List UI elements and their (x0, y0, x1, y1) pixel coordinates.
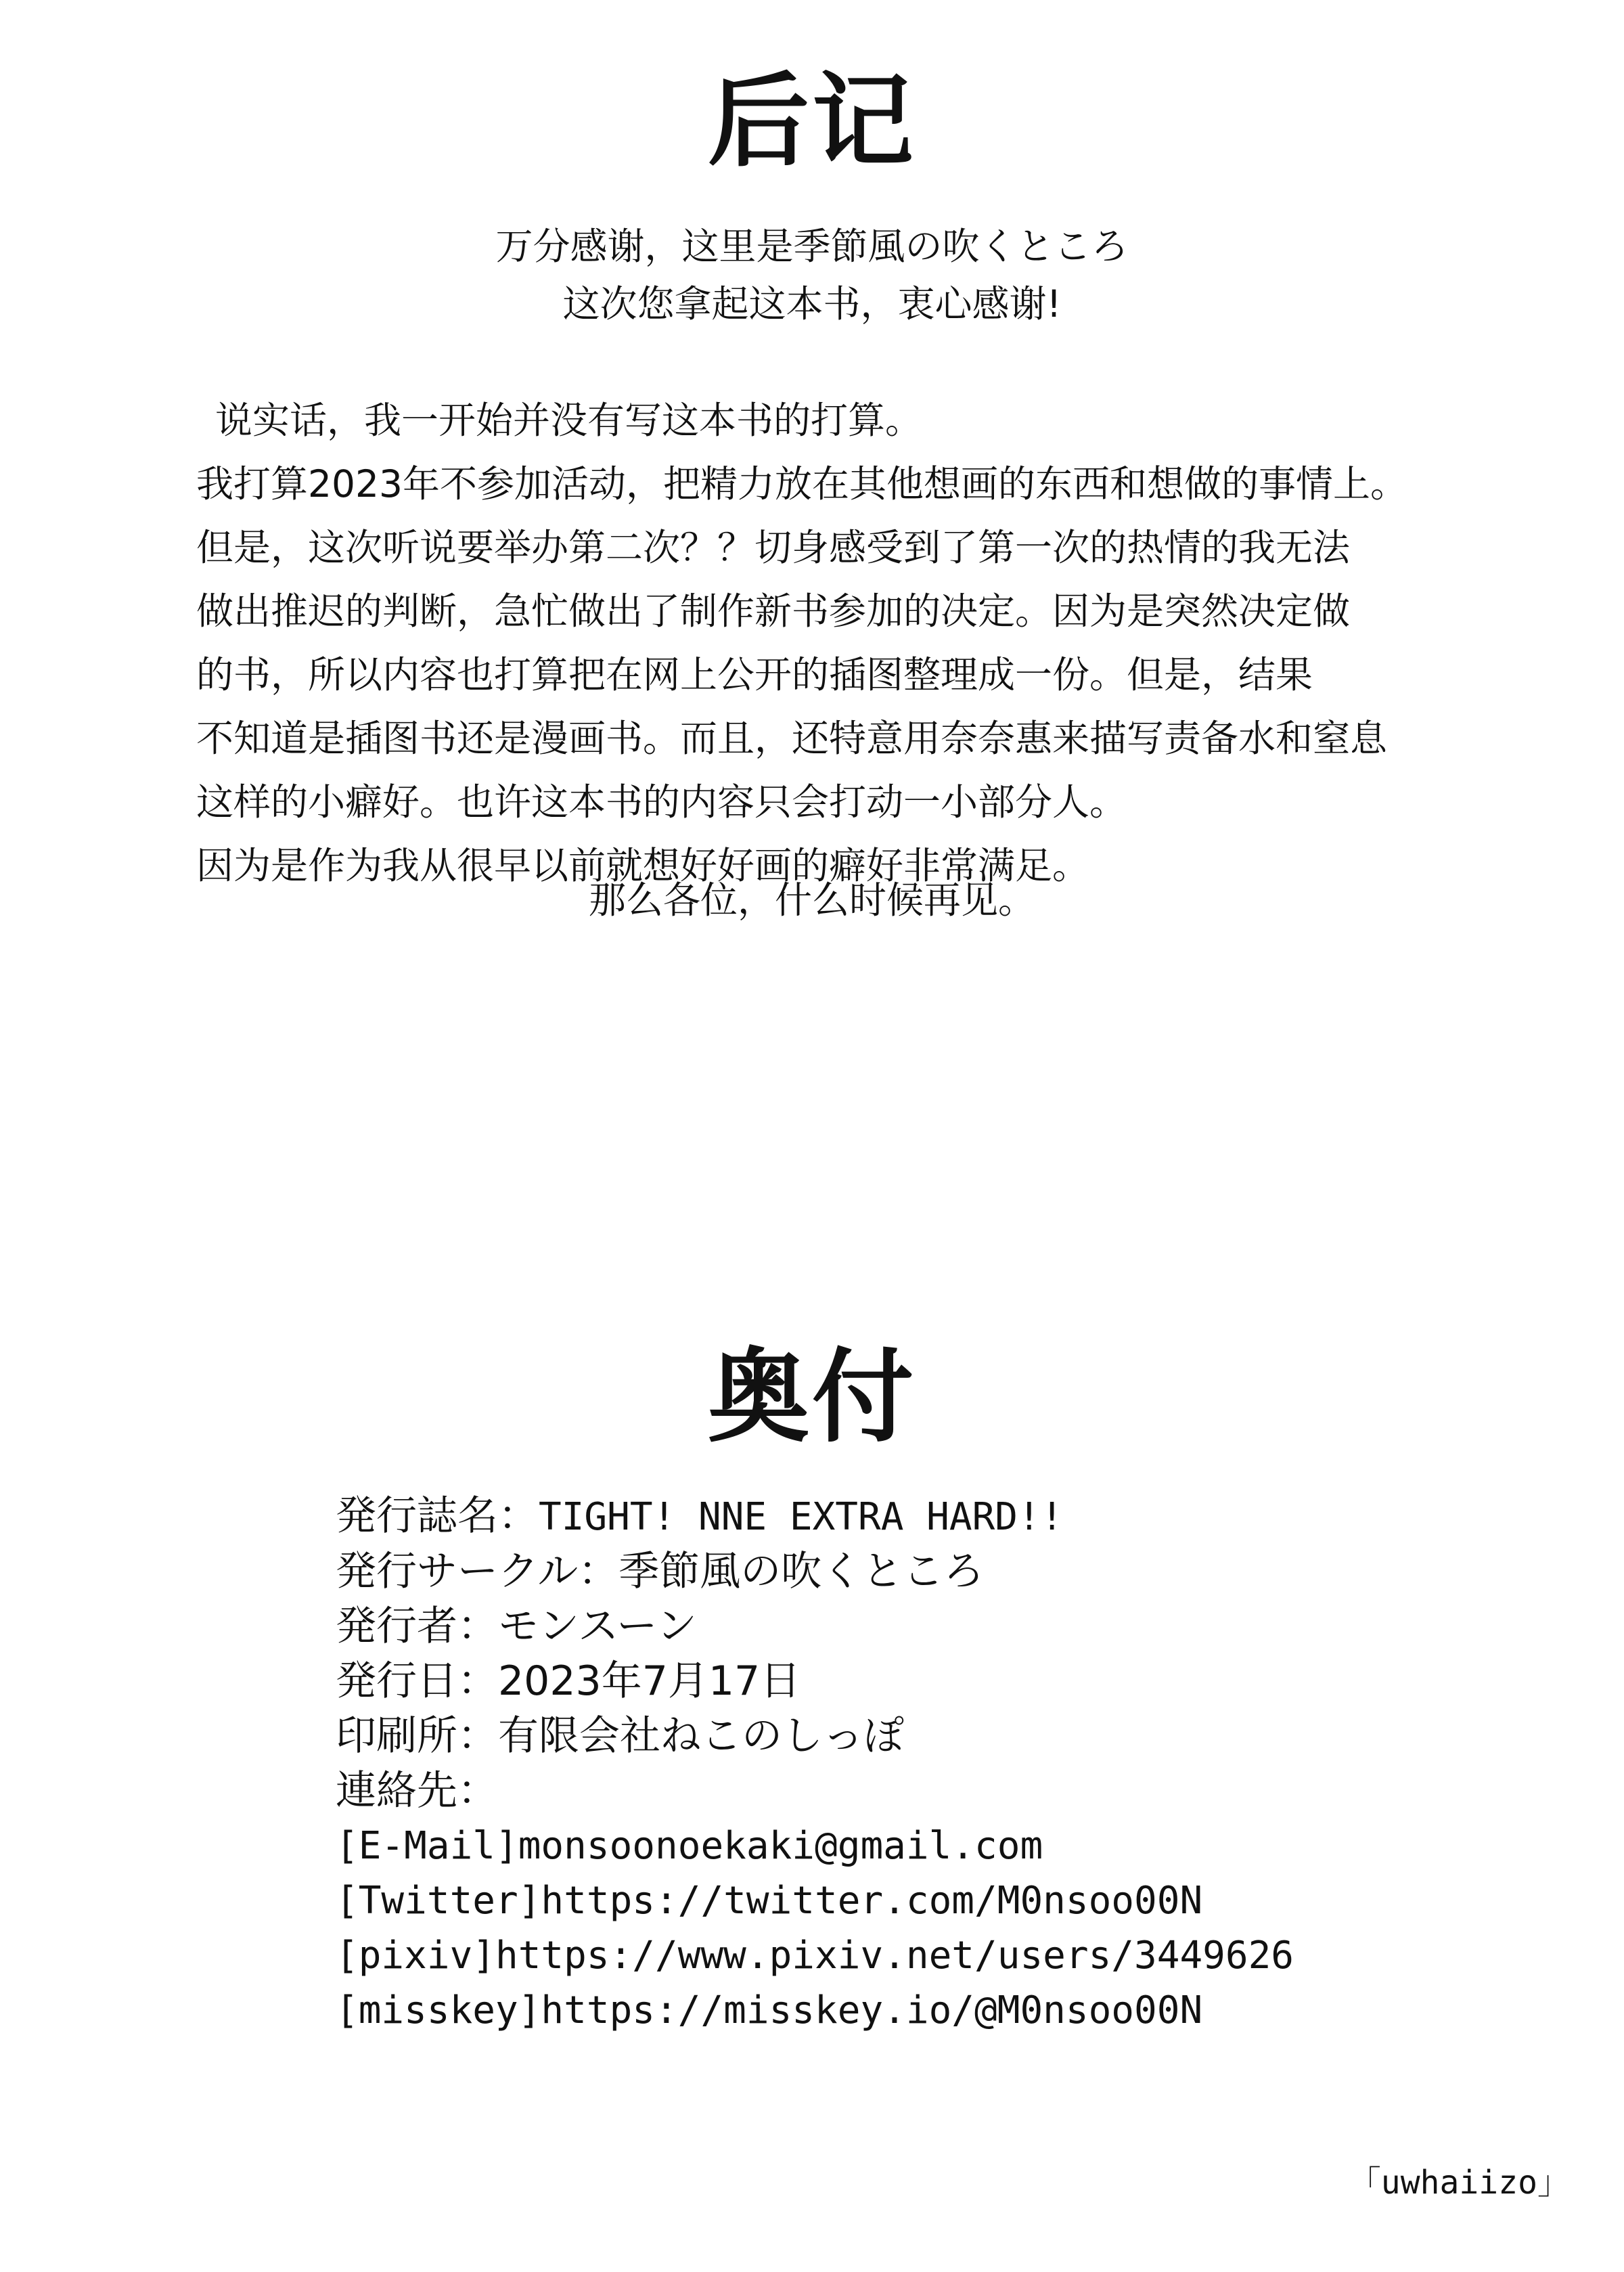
intro-line: 这次您拿起这本书，衷心感谢! (562, 282, 1062, 326)
row-value: 有限会社ねこのしっぽ (498, 1712, 904, 1760)
afterword-closing: 那么各位，什么时候再见。 (588, 878, 1035, 922)
colophon-row-printer (336, 1709, 1554, 1764)
contact-twitter[interactable]: [Twitter]https://twitter.com/M0nsoo00N (336, 1879, 1203, 1923)
body-line: 不知道是插图书还是漫画书。而且，还特意用奈奈惠来描写责备水和窒息 (196, 717, 1388, 760)
row-label: 連絡先： (336, 1767, 498, 1814)
colophon-title: 奥付 (707, 1339, 916, 1456)
contact-email[interactable]: [E-Mail]monsoonoekaki@gmail.com (336, 1824, 1043, 1868)
row-value: 2023年7月17日 (498, 1657, 801, 1705)
colophon-row-date (336, 1654, 1554, 1709)
row-value: TIGHT! NNE EXTRA HARD!! (539, 1495, 1064, 1539)
row-label: 発行日： (336, 1657, 498, 1705)
colophon-row-contact (336, 1764, 1554, 1819)
colophon-details (336, 1489, 1554, 2038)
colophon-row-publisher (336, 1599, 1554, 1654)
afterword-intro (0, 218, 1624, 333)
body-line: 的书，所以内容也打算把在网上公开的插图整理成一份。但是，结果 (196, 653, 1313, 696)
body-line: 说实话，我一开始并没有写这本书的打算。 (215, 399, 923, 442)
contact-pixiv[interactable]: [pixiv]https://www.pixiv.net/users/3449626 (336, 1934, 1294, 1978)
row-value: 季節風の吹くところ (618, 1548, 985, 1595)
row-label: 発行サークル： (336, 1548, 619, 1595)
row-label: 発行者： (336, 1603, 498, 1650)
body-line: 我打算2023年不参加活动，把精力放在其他想画的东西和想做的事情上。 (196, 462, 1407, 506)
body-line: 因为是作为我从很早以前就想好好画的癖好非常满足。 (196, 844, 1090, 887)
afterword-body (196, 388, 1482, 897)
signature: 「uwhaiizo」 (1348, 2164, 1570, 2202)
row-label: 印刷所： (336, 1712, 498, 1760)
colophon-row-circle (336, 1544, 1554, 1599)
contact-misskey[interactable]: [misskey]https://misskey.io/@M0nsoo00N (336, 1988, 1203, 2032)
afterword-title: 后记 (707, 63, 916, 181)
body-line: 但是，这次听说要举办第二次？？切身感受到了第一次的热情的我无法 (196, 526, 1351, 569)
row-value: モンスーン (498, 1603, 697, 1650)
body-line: 做出推迟的判断，急忙做出了制作新书参加的决定。因为是突然决定做 (196, 589, 1351, 633)
row-label: 発行誌名： (336, 1492, 539, 1540)
intro-line: 万分感谢，这里是季節風の吹くところ (495, 225, 1129, 268)
colophon-row-title (336, 1489, 1554, 1544)
body-line: 这样的小癖好。也许这本书的内容只会打动一小部分人。 (196, 780, 1127, 824)
